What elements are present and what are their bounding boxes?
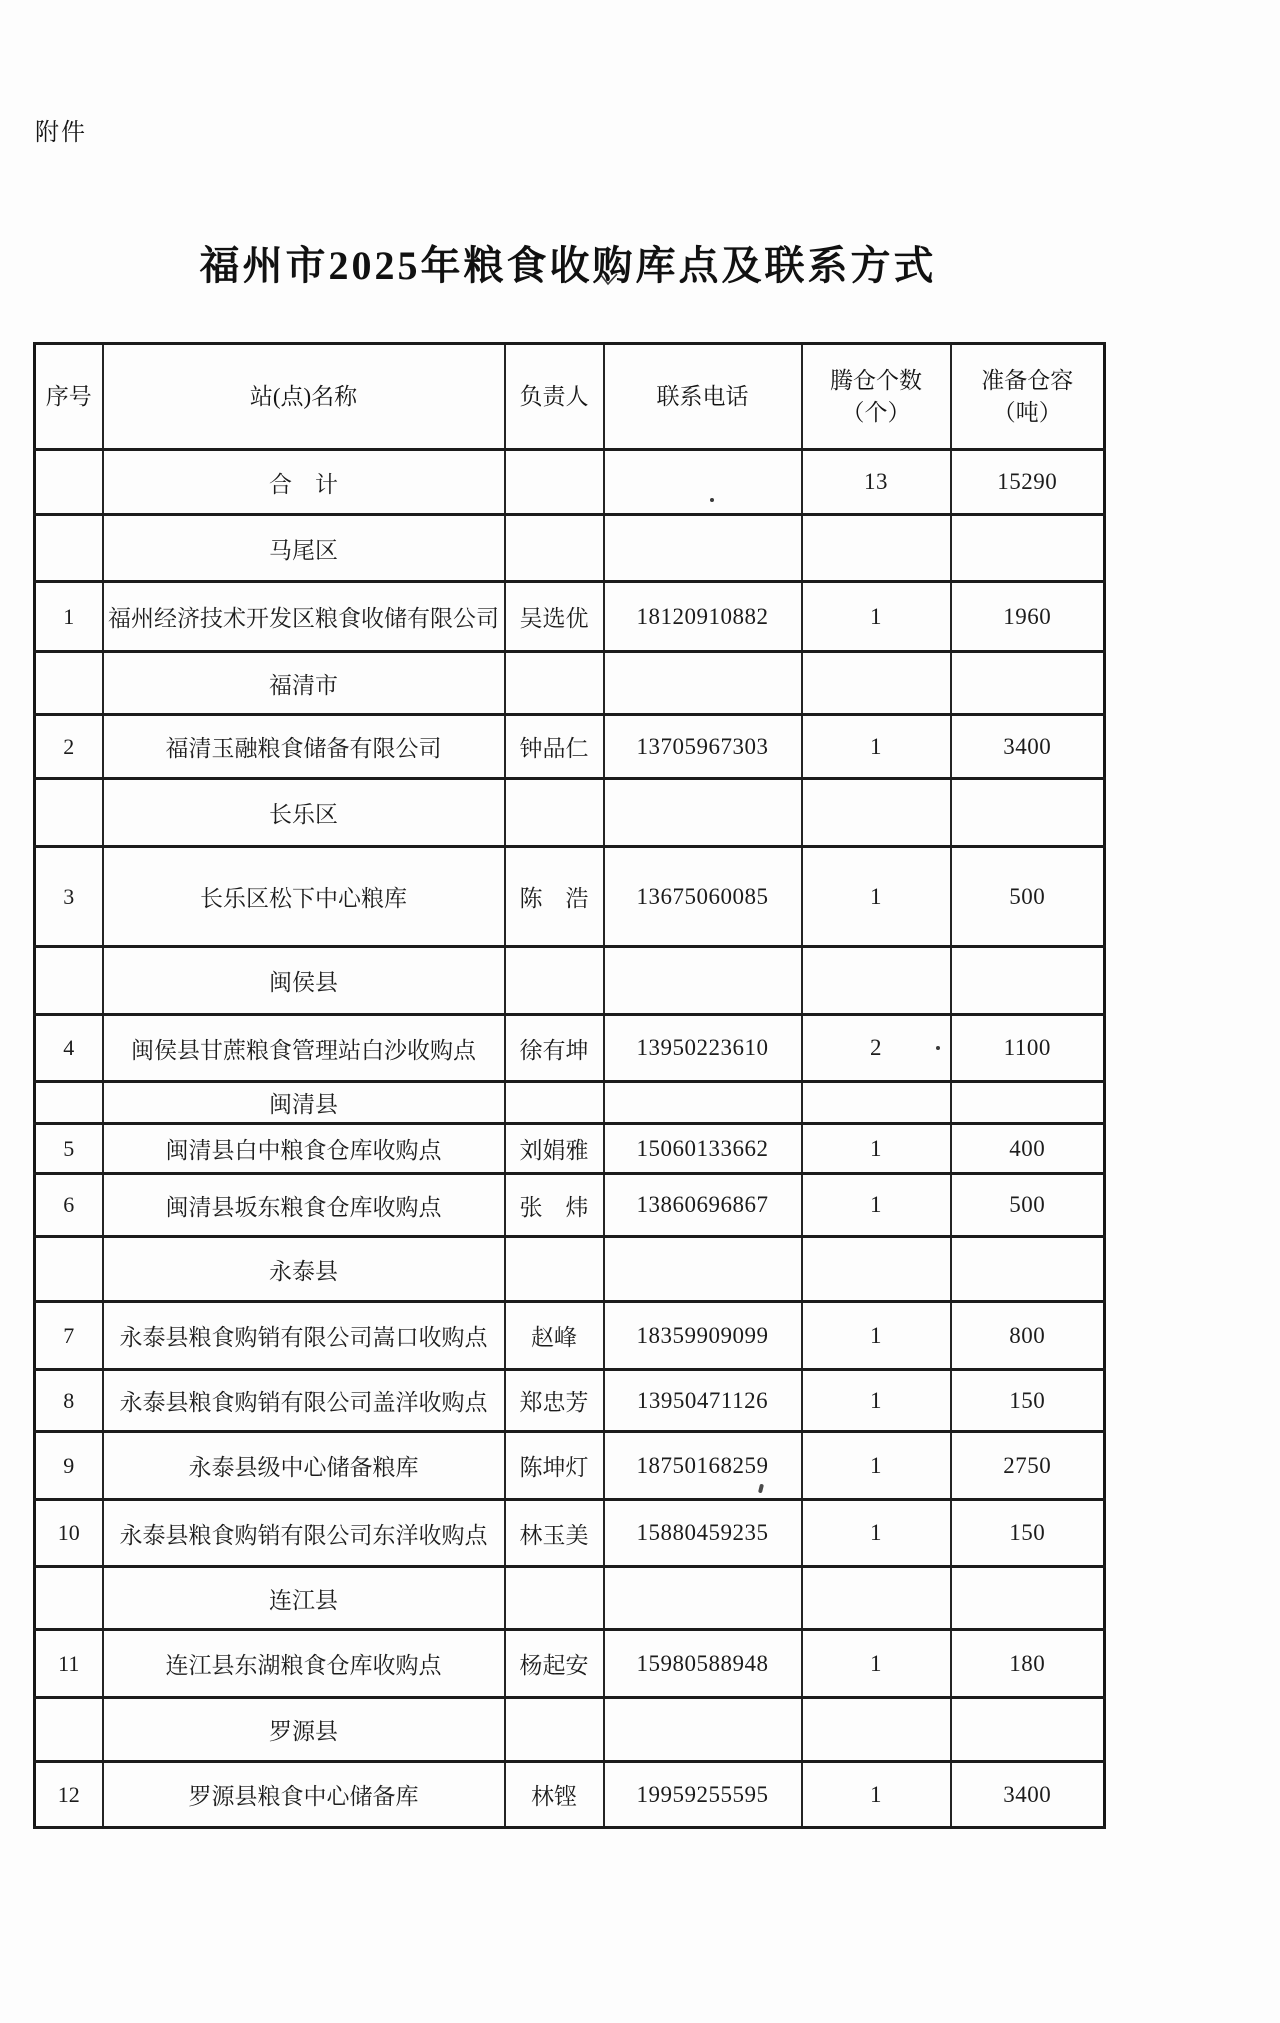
cell-contact-person [505, 652, 604, 715]
cell-vacated-count [802, 582, 951, 652]
cell-capacity [951, 1302, 1105, 1370]
cell-index-text: 9 [63, 1452, 75, 1478]
col-header-capacity-label: 准备仓容 [981, 368, 1074, 394]
col-header-index-label: 序号 [45, 383, 92, 409]
cell-vacated-count [802, 1630, 951, 1698]
region-row [35, 1237, 1105, 1302]
cell-station-name-text: 福清玉融粮食储备有限公司 [165, 736, 442, 761]
cell-vacated-count-text: 1 [870, 1520, 882, 1545]
cell-index [35, 1302, 103, 1370]
cell-station-name [103, 847, 505, 947]
cell-vacated-count-text: 1 [870, 733, 882, 759]
cell-capacity [951, 779, 1105, 847]
cell-contact-person [505, 1370, 604, 1432]
cell-phone-text: 19959255595 [636, 1781, 769, 1807]
cell-capacity [951, 1370, 1105, 1432]
cell-capacity-text: 3400 [1003, 733, 1052, 759]
cell-index-text: 1 [63, 603, 75, 629]
cell-vacated-count [802, 1302, 951, 1370]
cell-vacated-count [802, 652, 951, 715]
cell-index-text: 7 [63, 1322, 75, 1348]
col-header-capacity [951, 344, 1105, 450]
cell-station-name [103, 1432, 505, 1500]
cell-contact-person-text: 林铿 [531, 1784, 577, 1809]
cell-vacated-count [802, 1015, 951, 1082]
cell-index [35, 1082, 103, 1124]
cell-index [35, 1567, 103, 1630]
cell-index [35, 1762, 103, 1828]
cell-region-name-text: 长乐区 [269, 802, 338, 827]
cell-capacity [951, 1567, 1105, 1630]
cell-index [35, 1015, 103, 1082]
cell-vacated-count [802, 1082, 951, 1124]
cell-vacated-count-text: 1 [870, 1781, 882, 1807]
table-row [35, 582, 1105, 652]
cell-capacity-text: 150 [1009, 1387, 1046, 1413]
cell-phone [604, 847, 802, 947]
cell-contact-person [505, 779, 604, 847]
cell-vacated-count [802, 1698, 951, 1762]
cell-phone [604, 1174, 802, 1237]
cell-index [35, 1174, 103, 1237]
cell-phone-text: 18120910882 [636, 603, 769, 629]
cell-index [35, 947, 103, 1015]
col-header-contact-person [505, 344, 604, 450]
cell-vacated-count [802, 1762, 951, 1828]
cell-station-name-text: 永泰县级中心储备粮库 [188, 1455, 419, 1480]
cell-phone [604, 1698, 802, 1762]
cell-station-name [103, 715, 505, 779]
cell-index-text: 3 [63, 883, 75, 909]
table-row [35, 1015, 1105, 1082]
cell-capacity [951, 1630, 1105, 1698]
cell-station-name-text: 罗源县粮食中心储备库 [188, 1784, 419, 1809]
cell-contact-person [505, 1630, 604, 1698]
cell-phone [604, 1124, 802, 1174]
cell-region-name [103, 515, 505, 582]
cell-capacity-text: 2750 [1003, 1452, 1052, 1478]
cell-phone [604, 1567, 802, 1630]
cell-capacity [951, 515, 1105, 582]
cell-capacity [951, 582, 1105, 652]
cell-capacity-text: 1960 [1003, 603, 1052, 629]
cell-phone-text: 13675060085 [636, 883, 769, 909]
table-row [35, 1500, 1105, 1567]
table-header [35, 344, 1105, 450]
col-header-station-name-label: 站(点)名称 [249, 383, 358, 409]
col-header-phone [604, 344, 802, 450]
cell-station-name-text: 闽清县白中粮食仓库收购点 [165, 1138, 442, 1163]
cell-vacated-count [802, 1174, 951, 1237]
cell-vacated-count [802, 450, 951, 515]
cell-vacated-count [802, 1370, 951, 1432]
cell-station-name [103, 450, 505, 515]
cell-phone [604, 582, 802, 652]
cell-contact-person-text: 张 炜 [519, 1194, 589, 1220]
total-row [35, 450, 1105, 515]
cell-vacated-count-text: 1 [870, 1322, 882, 1348]
cell-station-name [103, 1762, 505, 1828]
cell-contact-person [505, 450, 604, 515]
table-row [35, 1174, 1105, 1237]
cell-phone [604, 652, 802, 715]
table-row [35, 1124, 1105, 1174]
cell-phone-text: 15980588948 [636, 1650, 769, 1676]
cell-station-name [103, 1302, 505, 1370]
table-body [35, 450, 1105, 1828]
cell-index [35, 1500, 103, 1567]
region-row [35, 515, 1105, 582]
cell-contact-person [505, 1174, 604, 1237]
table-row [35, 1762, 1105, 1828]
cell-index [35, 1698, 103, 1762]
cell-station-name [103, 582, 505, 652]
cell-vacated-count [802, 515, 951, 582]
cell-region-name-text: 罗源县 [269, 1719, 338, 1744]
cell-station-name-text: 福州经济技术开发区粮食收储有限公司 [108, 606, 499, 631]
attachment-label: 附件 [35, 120, 87, 146]
cell-index [35, 847, 103, 947]
col-header-index [35, 344, 103, 450]
cell-index-text: 8 [63, 1387, 75, 1413]
cell-contact-person-text: 陈坤灯 [519, 1455, 589, 1480]
cell-contact-person [505, 1432, 604, 1500]
cell-station-name [103, 1124, 505, 1174]
cell-capacity-text: 180 [1009, 1650, 1046, 1676]
table-row [35, 1302, 1105, 1370]
col-header-capacity-unit: （吨） [992, 399, 1062, 425]
cell-capacity [951, 1124, 1105, 1174]
cell-station-name [103, 1630, 505, 1698]
col-header-contact-person-label: 负责人 [519, 383, 589, 409]
cell-capacity-text: 800 [1009, 1322, 1046, 1348]
cell-capacity [951, 450, 1105, 515]
cell-capacity-text: 500 [1009, 883, 1046, 909]
cell-phone-text: 13950223610 [636, 1035, 769, 1060]
cell-index [35, 652, 103, 715]
cell-index-text: 2 [63, 733, 75, 759]
cell-station-name [103, 1500, 505, 1567]
cell-contact-person [505, 1698, 604, 1762]
cell-vacated-count-text: 1 [870, 1452, 882, 1478]
cell-index-text: 12 [57, 1781, 80, 1807]
cell-contact-person [505, 1124, 604, 1174]
cell-station-name-text: 永泰县粮食购销有限公司东洋收购点 [119, 1522, 488, 1548]
table-row [35, 1630, 1105, 1698]
cell-vacated-count-text: 1 [870, 603, 882, 629]
cell-station-name-text: 永泰县粮食购销有限公司盖洋收购点 [119, 1390, 488, 1415]
cell-vacated-count-text: 13 [864, 469, 888, 494]
cell-contact-person-text: 杨起安 [519, 1653, 589, 1678]
cell-phone [604, 1237, 802, 1302]
table-row [35, 1432, 1105, 1500]
cell-index [35, 715, 103, 779]
cell-index [35, 1370, 103, 1432]
col-header-vacated-count [802, 344, 951, 450]
cell-contact-person [505, 1015, 604, 1082]
cell-region-name-text: 福清市 [269, 672, 338, 698]
cell-station-name-text: 长乐区松下中心粮库 [200, 886, 407, 911]
cell-vacated-count-text: 1 [870, 883, 882, 909]
col-header-vacated-count-label: 腾仓个数 [830, 368, 922, 394]
cell-contact-person [505, 1302, 604, 1370]
cell-index-text: 11 [58, 1650, 80, 1676]
region-row [35, 779, 1105, 847]
cell-phone [604, 715, 802, 779]
col-header-phone-label: 联系电话 [656, 383, 749, 409]
cell-index [35, 1237, 103, 1302]
table-row [35, 847, 1105, 947]
cell-contact-person-text: 徐有坤 [519, 1037, 589, 1063]
cell-vacated-count [802, 1432, 951, 1500]
storage-points-table [33, 342, 1106, 1829]
cell-vacated-count-text: 1 [870, 1387, 882, 1413]
cell-contact-person [505, 1500, 604, 1567]
cell-contact-person [505, 847, 604, 947]
cell-capacity [951, 1500, 1105, 1567]
cell-contact-person-text: 郑忠芳 [519, 1390, 589, 1415]
cell-phone-text: 15060133662 [636, 1135, 769, 1161]
cell-contact-person [505, 947, 604, 1015]
cell-station-name-text: 合 计 [269, 471, 338, 497]
cell-phone [604, 779, 802, 847]
cell-capacity [951, 1698, 1105, 1762]
cell-contact-person-text: 陈 浩 [519, 886, 589, 911]
cell-capacity-text: 3400 [1003, 1781, 1052, 1807]
cell-index [35, 450, 103, 515]
cell-contact-person [505, 1762, 604, 1828]
cell-index [35, 1630, 103, 1698]
cell-phone-text: 18359909099 [636, 1322, 769, 1348]
cell-region-name [103, 779, 505, 847]
col-header-station-name [103, 344, 505, 450]
col-header-vacated-count-unit: （个） [841, 399, 911, 425]
cell-capacity [951, 847, 1105, 947]
cell-station-name [103, 1174, 505, 1237]
cell-vacated-count [802, 779, 951, 847]
cell-vacated-count [802, 847, 951, 947]
cell-phone [604, 1630, 802, 1698]
cell-capacity [951, 947, 1105, 1015]
cell-region-name-text: 闽侯县 [269, 970, 338, 995]
cell-index [35, 515, 103, 582]
cell-region-name [103, 1567, 505, 1630]
cell-region-name [103, 1082, 505, 1124]
region-row [35, 1082, 1105, 1124]
cell-region-name [103, 1237, 505, 1302]
table-row [35, 715, 1105, 779]
handwritten-check-mark [598, 272, 620, 288]
cell-station-name-text: 闽侯县甘蔗粮食管理站白沙收购点 [131, 1037, 476, 1063]
cell-contact-person-text: 赵峰 [531, 1325, 577, 1350]
cell-index [35, 1432, 103, 1500]
cell-station-name-text: 连江县东湖粮食仓库收购点 [165, 1653, 442, 1678]
cell-capacity-text: 150 [1009, 1520, 1046, 1545]
cell-vacated-count [802, 1237, 951, 1302]
cell-index [35, 1124, 103, 1174]
cell-vacated-count [802, 715, 951, 779]
cell-index [35, 582, 103, 652]
cell-phone [604, 947, 802, 1015]
cell-vacated-count-text: 2 [870, 1035, 882, 1060]
region-row [35, 1567, 1105, 1630]
region-row [35, 652, 1105, 715]
cell-capacity [951, 1015, 1105, 1082]
cell-capacity-text: 400 [1009, 1135, 1046, 1161]
cell-capacity [951, 715, 1105, 779]
cell-phone [604, 515, 802, 582]
cell-contact-person [505, 715, 604, 779]
cell-capacity-text: 15290 [997, 469, 1058, 494]
page-title: 福州市2025年粮食收购库点及联系方式 [199, 243, 937, 288]
cell-contact-person-text: 钟品仁 [519, 736, 589, 761]
cell-capacity [951, 1174, 1105, 1237]
cell-vacated-count [802, 1500, 951, 1567]
cell-vacated-count [802, 1124, 951, 1174]
cell-region-name-text: 永泰县 [269, 1258, 338, 1284]
cell-station-name-text: 永泰县粮食购销有限公司嵩口收购点 [119, 1325, 488, 1350]
cell-station-name-text: 闽清县坂东粮食仓库收购点 [165, 1194, 442, 1220]
cell-phone-text: 18750168259 [636, 1452, 769, 1478]
region-row [35, 1698, 1105, 1762]
cell-index-text: 6 [63, 1192, 75, 1217]
cell-region-name-text: 连江县 [269, 1587, 338, 1613]
cell-phone [604, 1302, 802, 1370]
cell-capacity [951, 652, 1105, 715]
region-row [35, 947, 1105, 1015]
cell-region-name [103, 652, 505, 715]
cell-capacity [951, 1237, 1105, 1302]
cell-phone [604, 1370, 802, 1432]
scan-speck-dot [710, 498, 714, 502]
cell-phone [604, 1762, 802, 1828]
cell-contact-person-text: 林玉美 [519, 1522, 589, 1548]
cell-index [35, 779, 103, 847]
table-row [35, 1370, 1105, 1432]
cell-phone-text: 13950471126 [636, 1387, 769, 1413]
cell-contact-person-text: 吴选优 [519, 606, 589, 631]
cell-phone [604, 1500, 802, 1567]
cell-vacated-count-text: 1 [870, 1192, 882, 1217]
cell-index-text: 5 [63, 1135, 75, 1161]
cell-phone [604, 1432, 802, 1500]
cell-region-name-text: 马尾区 [269, 537, 338, 563]
cell-vacated-count-text: 1 [870, 1650, 882, 1676]
cell-station-name [103, 1015, 505, 1082]
cell-phone-text: 13860696867 [636, 1192, 769, 1217]
cell-capacity-text: 500 [1009, 1192, 1046, 1217]
cell-index-text: 10 [57, 1520, 80, 1545]
cell-capacity [951, 1762, 1105, 1828]
cell-capacity [951, 1432, 1105, 1500]
cell-vacated-count [802, 1567, 951, 1630]
header-row [35, 344, 1105, 450]
cell-contact-person [505, 582, 604, 652]
scan-speck-dot-right [936, 1046, 940, 1050]
cell-contact-person [505, 1567, 604, 1630]
cell-station-name [103, 1370, 505, 1432]
cell-region-name [103, 1698, 505, 1762]
cell-contact-person [505, 515, 604, 582]
cell-region-name-text: 闽清县 [269, 1092, 338, 1117]
cell-contact-person [505, 1082, 604, 1124]
cell-phone [604, 450, 802, 515]
cell-contact-person [505, 1237, 604, 1302]
cell-phone-text: 15880459235 [636, 1520, 769, 1545]
cell-phone [604, 1082, 802, 1124]
cell-phone-text: 13705967303 [636, 733, 769, 759]
cell-capacity [951, 1082, 1105, 1124]
cell-vacated-count [802, 947, 951, 1015]
cell-index-text: 4 [63, 1035, 75, 1060]
cell-contact-person-text: 刘娟雅 [519, 1138, 589, 1163]
cell-capacity-text: 1100 [1003, 1035, 1051, 1060]
cell-region-name [103, 947, 505, 1015]
cell-phone [604, 1015, 802, 1082]
cell-vacated-count-text: 1 [870, 1135, 882, 1161]
